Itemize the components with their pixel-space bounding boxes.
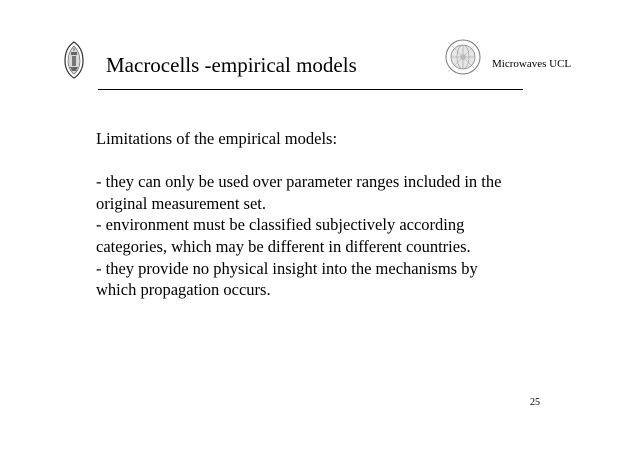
body-line: original measurement set. <box>96 193 266 213</box>
body-line: - they provide no physical insight into the mechanisms by <box>96 258 478 278</box>
body-line: - environment must be classified subjectively according <box>96 215 465 235</box>
university-crest-icon <box>62 40 86 80</box>
body-line: which propagation occurs. <box>96 280 271 300</box>
organization-label: Microwaves UCL <box>492 58 572 70</box>
header-divider <box>98 89 523 90</box>
body-heading: Limitations of the empirical models: <box>96 129 338 148</box>
page-number: 25 <box>530 397 540 408</box>
globe-seal-icon <box>442 36 484 78</box>
slide-title: Macrocells -empirical models <box>106 53 357 77</box>
body-line: categories, which may be different in different countries. <box>96 236 471 256</box>
slide-body <box>96 128 576 301</box>
body-spacer <box>96 150 576 172</box>
body-line: - they can only be used over parameter ranges included in the <box>96 172 502 192</box>
